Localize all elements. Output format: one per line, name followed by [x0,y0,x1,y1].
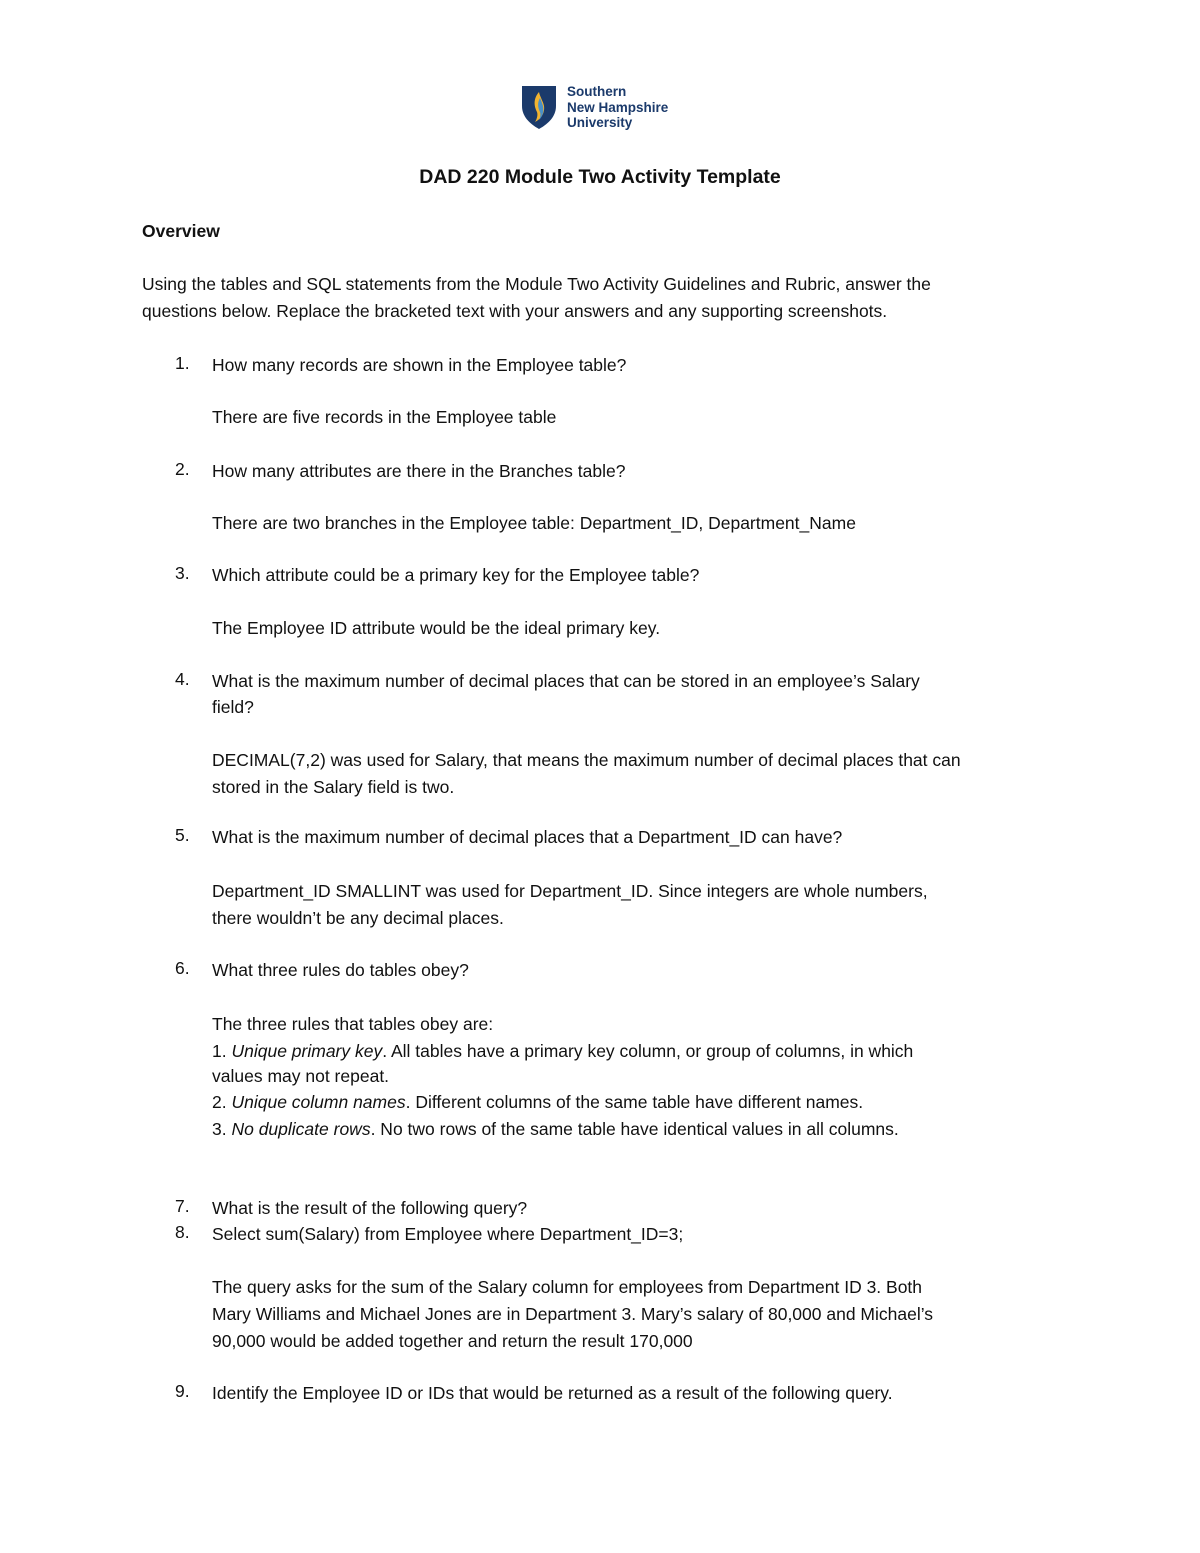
question-text: What is the result of the following query? [212,1198,528,1218]
answer-text: DECIMAL(7,2) was used for Salary, that means the maximum number of decimal places that can [212,750,961,770]
question-number: 2. [175,459,190,479]
answer-text: The three rules that tables obey are: [212,1014,494,1034]
rule-item-continued: values may not repeat. [212,1066,390,1086]
intro-line-2: questions below. Replace the bracketed text with your answers and any supporting screenshots. [142,301,888,321]
question-text: field? [212,697,254,717]
answer-text: Department_ID SMALLINT was used for Department_ID. Since integers are whole numbers, [212,881,928,901]
rule-text: . Different columns of the same table have different names. [405,1092,864,1112]
question-number: 5. [175,825,190,845]
logo-line-1: Southern [567,84,627,99]
overview-heading: Overview [142,221,220,241]
logo-line-2: New Hampshire [567,99,669,115]
rule-term: Unique column names [231,1092,406,1112]
question-text: What is the maximum number of decimal places that can be stored in an employee’s Salary [212,671,920,691]
answer-text: There are two branches in the Employee table: Department_ID, Department_Name [212,513,856,533]
rule-prefix: 1. [212,1041,232,1061]
rule-term: Unique primary key [231,1041,383,1061]
question-text: Which attribute could be a primary key for the Employee table? [212,565,700,585]
question-number: 9. [175,1381,190,1401]
rule-item [212,1089,1072,1115]
question-text: How many attributes are there in the Branches table? [212,461,626,481]
answer-text: stored in the Salary field is two. [212,777,455,797]
question-number: 3. [175,563,190,583]
answer-text: The query asks for the sum of the Salary column for employees from Department ID 3. Both [212,1277,923,1297]
question-text: What is the maximum number of decimal places that a Department_ID can have? [212,827,843,847]
question-number: 8. [175,1222,190,1242]
answer-text: 90,000 would be added together and return the result 170,000 [212,1331,693,1351]
rule-text: . All tables have a primary key column, or group of columns, in which [382,1041,914,1061]
answer-text: There are five records in the Employee table [212,407,557,427]
rule-term: No duplicate rows [231,1119,371,1139]
rule-item [212,1038,1072,1064]
answer-text: Mary Williams and Michael Jones are in Department 3. Mary’s salary of 80,000 and Michael’s [212,1304,934,1324]
question-number: 1. [175,353,190,373]
answer-text: there wouldn’t be any decimal places. [212,908,504,928]
rule-text: . No two rows of the same table have identical values in all columns. [370,1119,899,1139]
question-number: 7. [175,1196,190,1216]
question-text: How many records are shown in the Employee table? [212,355,627,375]
overview-intro [142,271,1072,325]
intro-line-1: Using the tables and SQL statements from the Module Two Activity Guidelines and Rubric, answer the [142,274,931,294]
rule-prefix: 3. [212,1119,232,1139]
document-title: DAD 220 Module Two Activity Template [419,166,781,188]
query-text: Select sum(Salary) from Employee where Department_ID=3; [212,1224,684,1244]
logo-line-3: University [567,115,633,130]
question-number: 6. [175,958,190,978]
answer-text: The Employee ID attribute would be the ideal primary key. [212,618,661,638]
rule-item [212,1116,1072,1142]
question-number: 4. [175,669,190,689]
question-text: Identify the Employee ID or IDs that would be returned as a result of the following query. [212,1383,893,1403]
question-text: What three rules do tables obey? [212,960,469,980]
shield-flame-icon [520,84,558,130]
rule-prefix: 2. [212,1092,232,1112]
